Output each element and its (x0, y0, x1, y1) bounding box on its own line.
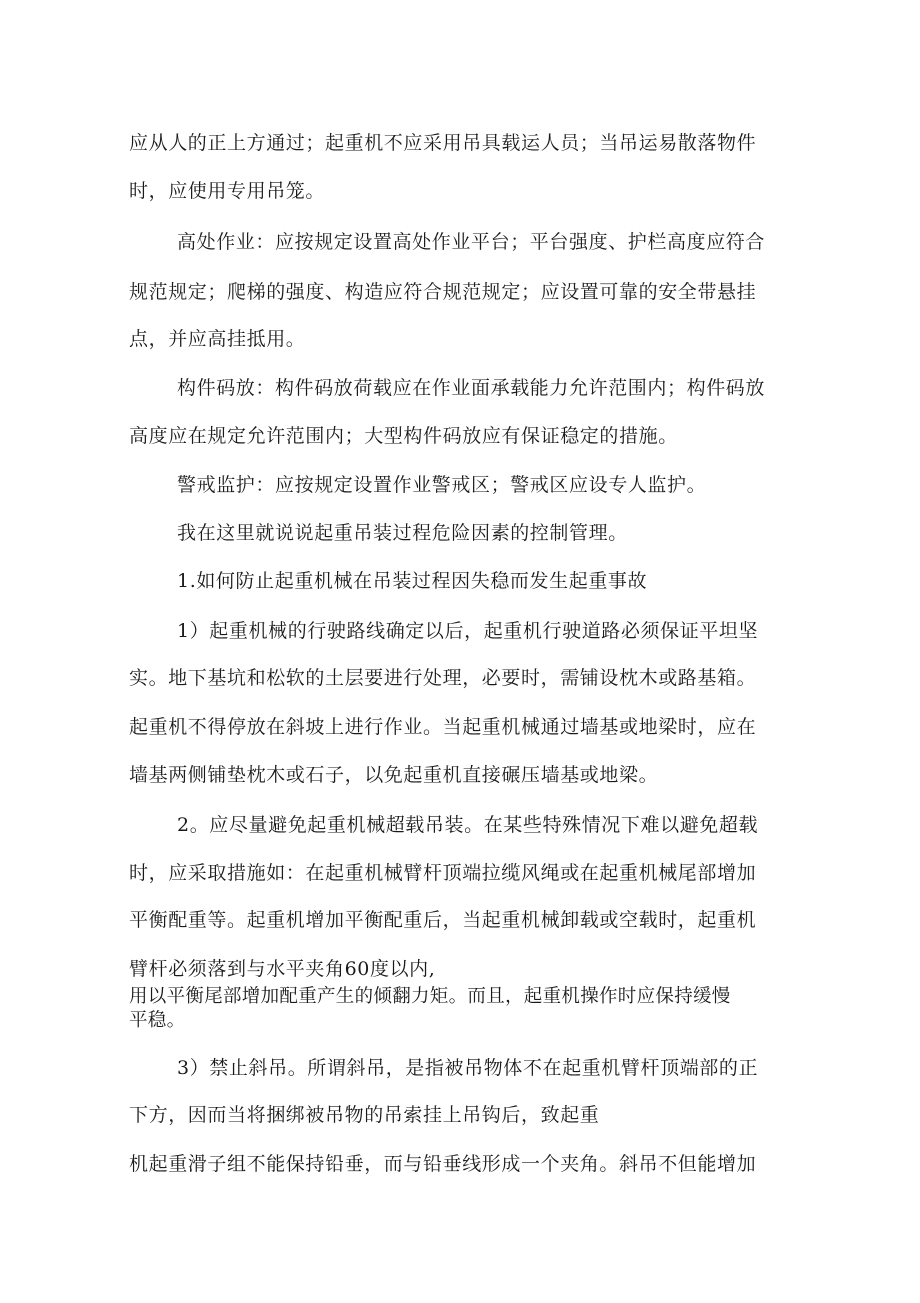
text-line: 我在这里就说说起重吊装过程危险因素的控制管理。 (177, 522, 628, 544)
text-line: 用以平衡尾部增加配重产生的倾翻力矩。而且，起重机操作时应保持缓慢 (129, 986, 731, 1007)
text-line: 规范规定；爬梯的强度、构造应符合规范规定；应设置可靠的安全带悬挂 (129, 281, 757, 303)
text-line: 时，应使用专用吊笼。 (129, 180, 326, 202)
text-line: 应从人的正上方通过；起重机不应采用吊具载运人员；当吊运易散落物件 (129, 132, 757, 154)
text-line: 高度应在规定允许范围内；大型构件码放应有保证稳定的措施。 (129, 425, 678, 447)
section-heading: 1.如何防止起重机械在吊装过程因失稳而发生起重事故 (177, 570, 648, 592)
text-line: 时，应采取措施如：在起重机械臂杆顶端拉缆风绳或在起重机械尾部增加 (129, 862, 757, 884)
text-line: 平稳。 (129, 1010, 186, 1031)
text-line: 3）禁止斜吊。所谓斜吊，是指被吊物体不在起重机臂杆顶端部的正 (177, 1057, 759, 1079)
text-line: 高处作业：应按规定设置高处作业平台；平台强度、护栏高度应符合 (177, 231, 766, 253)
text-line: 墙基两侧铺垫枕木或石子，以免起重机直接碾压墙基或地梁。 (129, 764, 659, 786)
text-line: 臂杆必须落到与水平夹角60度以内, (129, 958, 436, 980)
text-line: 构件码放：构件码放荷载应在作业面承载能力允许范围内；构件码放 (177, 377, 766, 399)
text-line: 2。应尽量避免起重机械超载吊装。在某些特殊情况下难以避免超载 (177, 814, 759, 836)
text-line: 平衡配重等。起重机增加平衡配重后，当起重机械卸载或空载时，起重机 (129, 909, 757, 931)
text-line: 机起重滑子组不能保持铅垂，而与铅垂线形成一个夹角。斜吊不但能增加 (129, 1153, 757, 1175)
text-line: 下方，因而当将捆绑被吊物的吊索挂上吊钩后，致起重 (129, 1104, 600, 1126)
text-line: 起重机不得停放在斜坡上进行作业。当起重机械通过墙基或地梁时，应在 (129, 716, 757, 738)
text-line: 实。地下基坑和松软的土层要进行处理，必要时，需铺设枕木或路基箱。 (129, 667, 757, 689)
text-line: 1）起重机械的行驶路线确定以后，起重机行驶道路必须保证平坦坚 (177, 620, 759, 642)
text-line: 点，并应高挂抵用。 (129, 328, 306, 350)
text-line: 警戒监护：应按规定设置作业警戒区；警戒区应设专人监护。 (177, 474, 707, 496)
